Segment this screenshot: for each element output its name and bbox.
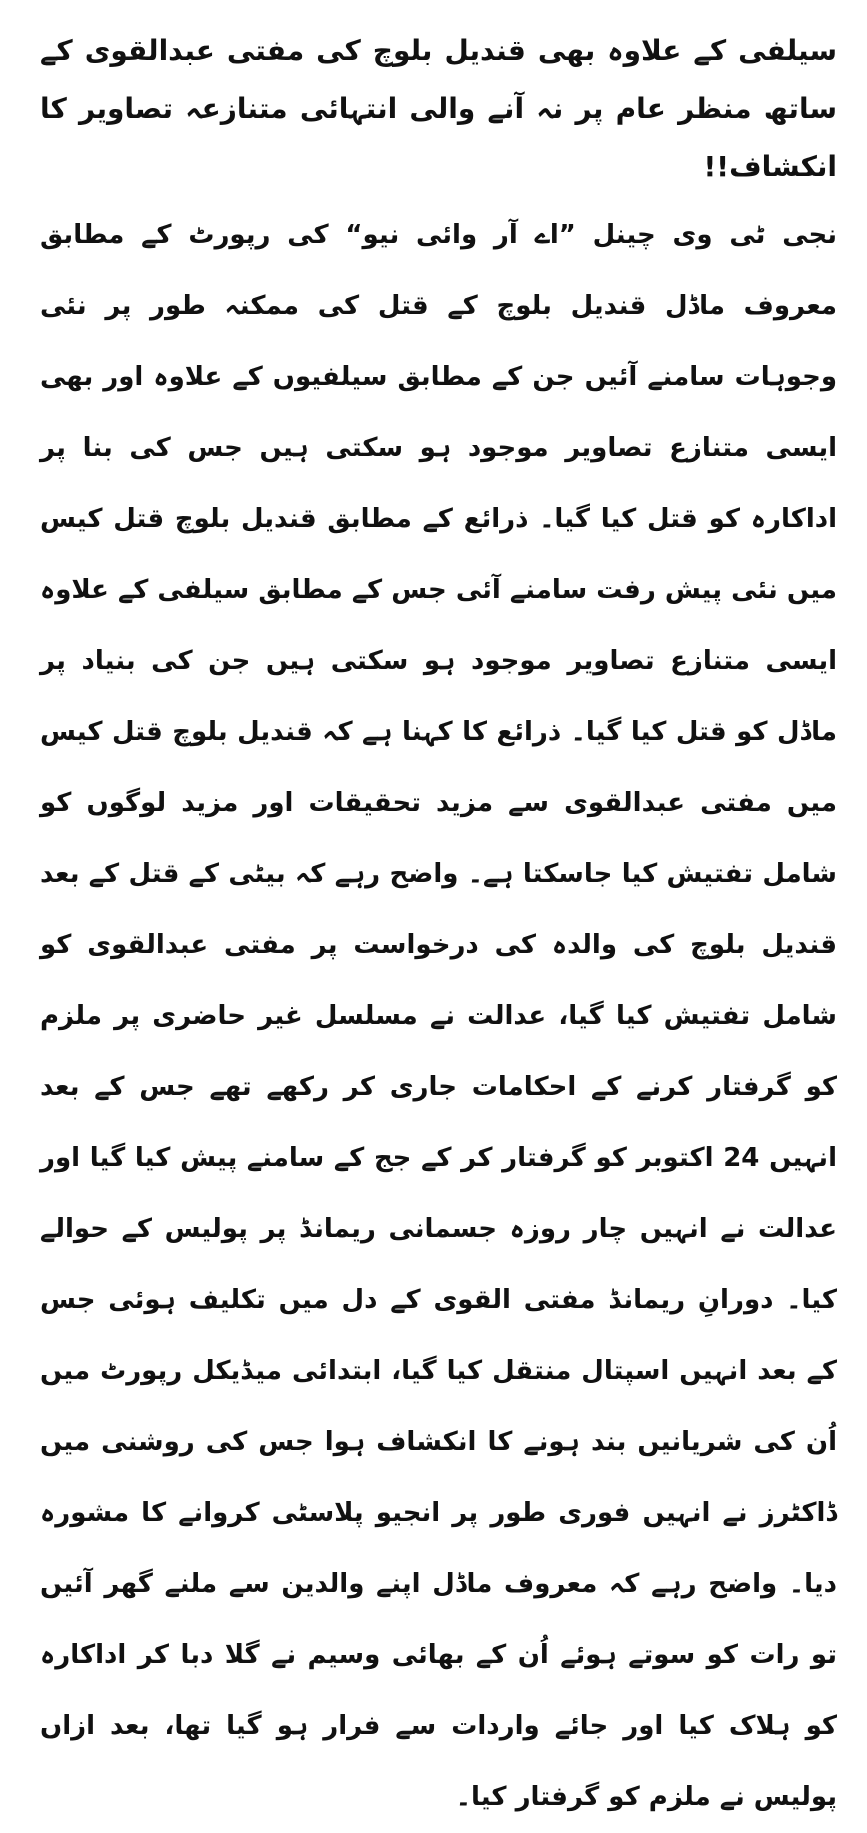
article-headline: سیلفی کے علاوہ بھی قندیل بلوچ کی مفتی عبدالقوی کے ساتھ منظر عام پر نہ آنے والی انتہائی متنازعہ تصاویر کا انکشاف!! <box>40 34 837 183</box>
article-body: نجی ٹی وی چینل ”اے آر وائی نیو“ کی رپورٹ کے مطابق معروف ماڈل قندیل بلوچ کے قتل کی ممکنہ طور پر نئی وجوہات سامنے آئیں جن کے مطابق سیلفیوں کے علاوہ اور بھی ایسی متنازع تصاویر موجود ہو سکتی ہیں جس کی بنا پر اداکارہ کو قتل کیا گیا۔ ذرائع کے مطابق قندیل بلوچ قتل کیس میں نئی پیش رفت سامنے آئی جس کے مطابق سیلفی کے علاوہ ایسی متنازع تصاویر موجود ہو سکتی ہیں جن کی بنیاد پر ماڈل کو قتل کیا گیا۔ ذرائع کا کہنا ہے کہ قندیل بلوچ قتل کیس میں مفتی عبدالقوی سے مزید تحقیقات اور مزید لوگوں کو شامل تفتیش کیا جاسکتا ہے۔ واضح رہے کہ بیٹی کے قتل کے بعد قندیل بلوچ کی والدہ کی درخواست پر مفتی عبدالقوی کو شامل تفتیش کیا گیا، عدالت نے مسلسل غیر حاضری پر ملزم کو گرفتار کرنے کے احکامات جاری کر رکھے تھے جس کے بعد انہیں 24 اکتوبر کو گرفتار کر کے جج کے سامنے پیش کیا گیا اور عدالت نے انہیں چار روزہ جسمانی ریمانڈ پر پولیس کے حوالے کیا۔ دورانِ ریمانڈ مفتی القوی کے دل میں تکلیف ہوئی جس کے بعد انہیں اسپتال منتقل کیا گیا، ابتدائی میڈیکل رپورٹ میں اُن کی شریانیں بند ہونے کا انکشاف ہوا جس کی روشنی میں ڈاکٹرز نے انہیں فوری طور پر انجیو پلاسٹی کروانے کا مشورہ دیا۔ واضح رہے کہ معروف ماڈل اپنے والدین سے ملنے گھر آئیں تو رات کو سوتے ہوئے اُن کے بھائی وسیم نے گلا دبا کر اداکارہ کو ہلاک کیا اور جائے واردات سے فرار ہو گیا تھا، بعد ازاں پولیس نے ملزم کو گرفتار کیا۔ <box>40 220 837 1812</box>
